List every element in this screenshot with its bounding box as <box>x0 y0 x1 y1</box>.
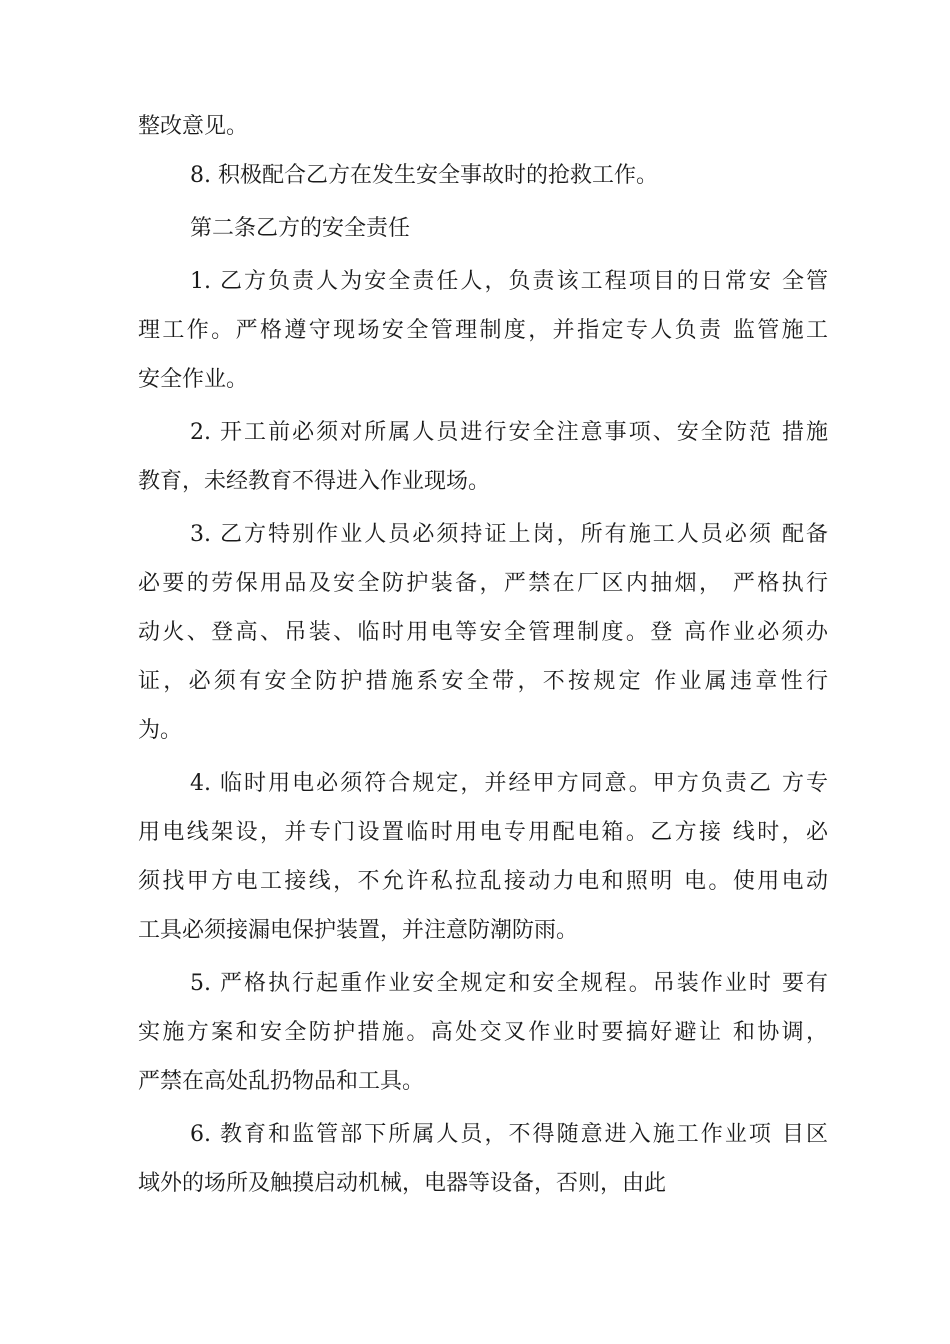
text-line: 工具必须接漏电保护装置，并注意防潮防雨。 <box>138 918 579 943</box>
text-line: 动火、登高、吊装、临时用电等安全管理制度。登 高作业必须办 <box>138 620 828 645</box>
text-line: 安全作业。 <box>138 367 249 392</box>
text-line: 须找甲方电工接线，不允许私拉乱接动力电和照明 电。使用电动 <box>138 869 828 894</box>
text-line: 理工作。严格遵守现场安全管理制度，并指定专人负责 监管施工 <box>138 318 828 343</box>
text-line: 必要的劳保用品及安全防护装备，严禁在厂区内抽烟， 严格执行 <box>138 571 828 596</box>
text-line: 6. 教育和监管部下所属人员，不得随意进入施工作业项 目区 <box>190 1122 828 1147</box>
section-heading: 第二条乙方的安全责任 <box>190 216 411 241</box>
text-line: 2. 开工前必须对所属人员进行安全注意事项、安全防范 措施 <box>190 420 828 445</box>
text-line: 1. 乙方负责人为安全责任人，负责该工程项目的日常安 全管 <box>190 269 828 294</box>
text-line: 3. 乙方特别作业人员必须持证上岗，所有施工人员必须 配备 <box>190 522 828 547</box>
text-line: 整改意见。 <box>138 114 249 139</box>
text-line: 严禁在高处乱扔物品和工具。 <box>138 1069 425 1094</box>
text-line: 为。 <box>138 718 183 743</box>
text-line: 证，必须有安全防护措施系安全带，不按规定 作业属违章性行 <box>138 669 828 694</box>
text-line: 5. 严格执行起重作业安全规定和安全规程。吊装作业时 要有 <box>190 971 828 996</box>
document-body <box>138 102 828 1208</box>
text-line: 教育，未经教育不得进入作业现场。 <box>138 469 491 494</box>
text-line: 8. 积极配合乙方在发生安全事故时的抢救工作。 <box>190 163 658 188</box>
text-line: 域外的场所及触摸启动机械，电器等设备，否则，由此 <box>138 1171 667 1196</box>
text-line: 用电线架设，并专门设置临时用电专用配电箱。乙方接 线时，必 <box>138 820 828 845</box>
text-line: 实施方案和安全防护措施。高处交叉作业时要搞好避让 和协调， <box>138 1020 828 1045</box>
text-line: 4. 临时用电必须符合规定，并经甲方同意。甲方负责乙 方专 <box>190 771 828 796</box>
